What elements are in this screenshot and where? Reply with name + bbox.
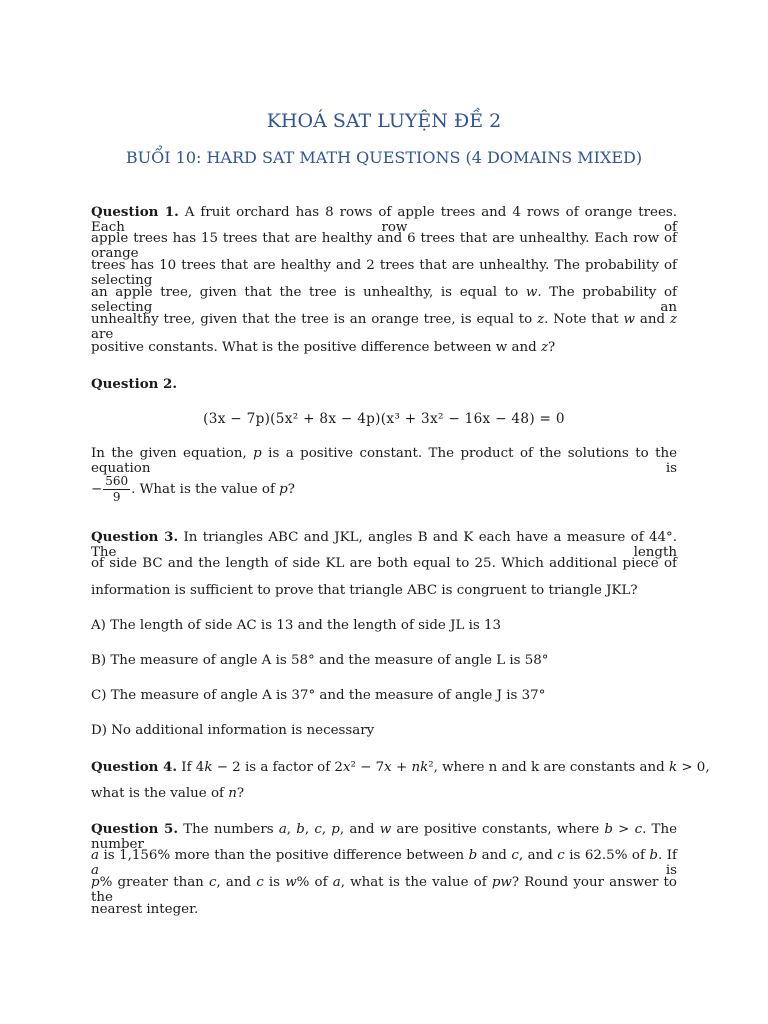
q5-line-4: nearest integer. bbox=[91, 902, 199, 917]
q3-choice-c: C) The measure of angle A is 37° and the measure of angle J is 37° bbox=[91, 688, 546, 703]
q1-line-5: unhealthy tree, given that the tree is an orange tree, is equal to z. Note that w and z are bbox=[91, 312, 677, 342]
question-3-label: Question 3. bbox=[91, 529, 179, 545]
q5-line-2: a is 1,156% more than the positive difference between b and c, and c is 62.5% of b. If a is bbox=[91, 848, 677, 878]
q2-line-1: In the given equation, p is a positive constant. The product of the solutions to the equation is bbox=[91, 446, 677, 476]
q3-choice-a: A) The length of side AC is 13 and the length of side JL is 13 bbox=[91, 618, 502, 633]
fraction: $\frac{560}{9}$ bbox=[105, 474, 129, 504]
q3-choice-d: D) No additional information is necessary bbox=[91, 723, 375, 738]
question-5-label: Question 5. bbox=[91, 821, 178, 837]
q1-line-4: an apple tree, given that the tree is unhealthy, is equal to w. The probability of selecting an bbox=[91, 285, 677, 315]
question-4-label: Question 4. bbox=[91, 759, 178, 775]
session-title: BUỔI 10: HARD SAT MATH QUESTIONS (4 DOMAINS MIXED) bbox=[125, 148, 643, 167]
q5-line-1: Question 5. The numbers a, b, c, p, and w are positive constants, where b > c. The number bbox=[91, 821, 678, 852]
q4-line-2: what is the value of n? bbox=[91, 786, 245, 801]
question-1-label: Question 1. bbox=[91, 204, 179, 220]
q1-line-1: Question 1. A fruit orchard has 8 rows of apple trees and 4 rows of orange trees. Each row of bbox=[91, 204, 677, 235]
q2-line-2: − $\frac{560}{9}$ . What is the value of p? bbox=[91, 474, 295, 504]
q1-line-2: apple trees has 15 trees that are healthy and 6 trees that are unhealthy. Each row of orange bbox=[91, 231, 677, 261]
question-2-label: Question 2. bbox=[91, 376, 178, 392]
course-title: KHOÁ SAT LUYỆN ĐỀ 2 bbox=[266, 110, 502, 132]
q2-line-label bbox=[91, 376, 677, 392]
q3-line-3: information is sufficient to prove that triangle ABC is congruent to triangle JKL? bbox=[91, 583, 638, 598]
q2-equation: (3x − 7p)(5x² + 8x − 4p)(x³ + 3x² − 16x − 48) = 0 bbox=[203, 411, 565, 427]
q1-line-3: trees has 10 trees that are healthy and 2 trees that are unhealthy. The probability of selecting bbox=[91, 258, 677, 288]
q3-line-1: Question 3. In triangles ABC and JKL, angles B and K each have a measure of 44°. The length bbox=[91, 529, 677, 560]
q4-line-1: Question 4. If 4k − 2 is a factor of 2x² − 7x + nk², where n and k are constants and k > 0, bbox=[91, 759, 710, 775]
q3-line-2: of side BC and the length of side KL are both equal to 25. Which additional piece of bbox=[91, 556, 677, 571]
q1-line-6: positive constants. What is the positive difference between w and z? bbox=[91, 340, 556, 355]
q3-choice-b: B) The measure of angle A is 58° and the measure of angle L is 58° bbox=[91, 653, 549, 668]
q5-line-3: p% greater than c, and c is w% of a, what is the value of pw? Round your answer to the bbox=[91, 875, 677, 905]
